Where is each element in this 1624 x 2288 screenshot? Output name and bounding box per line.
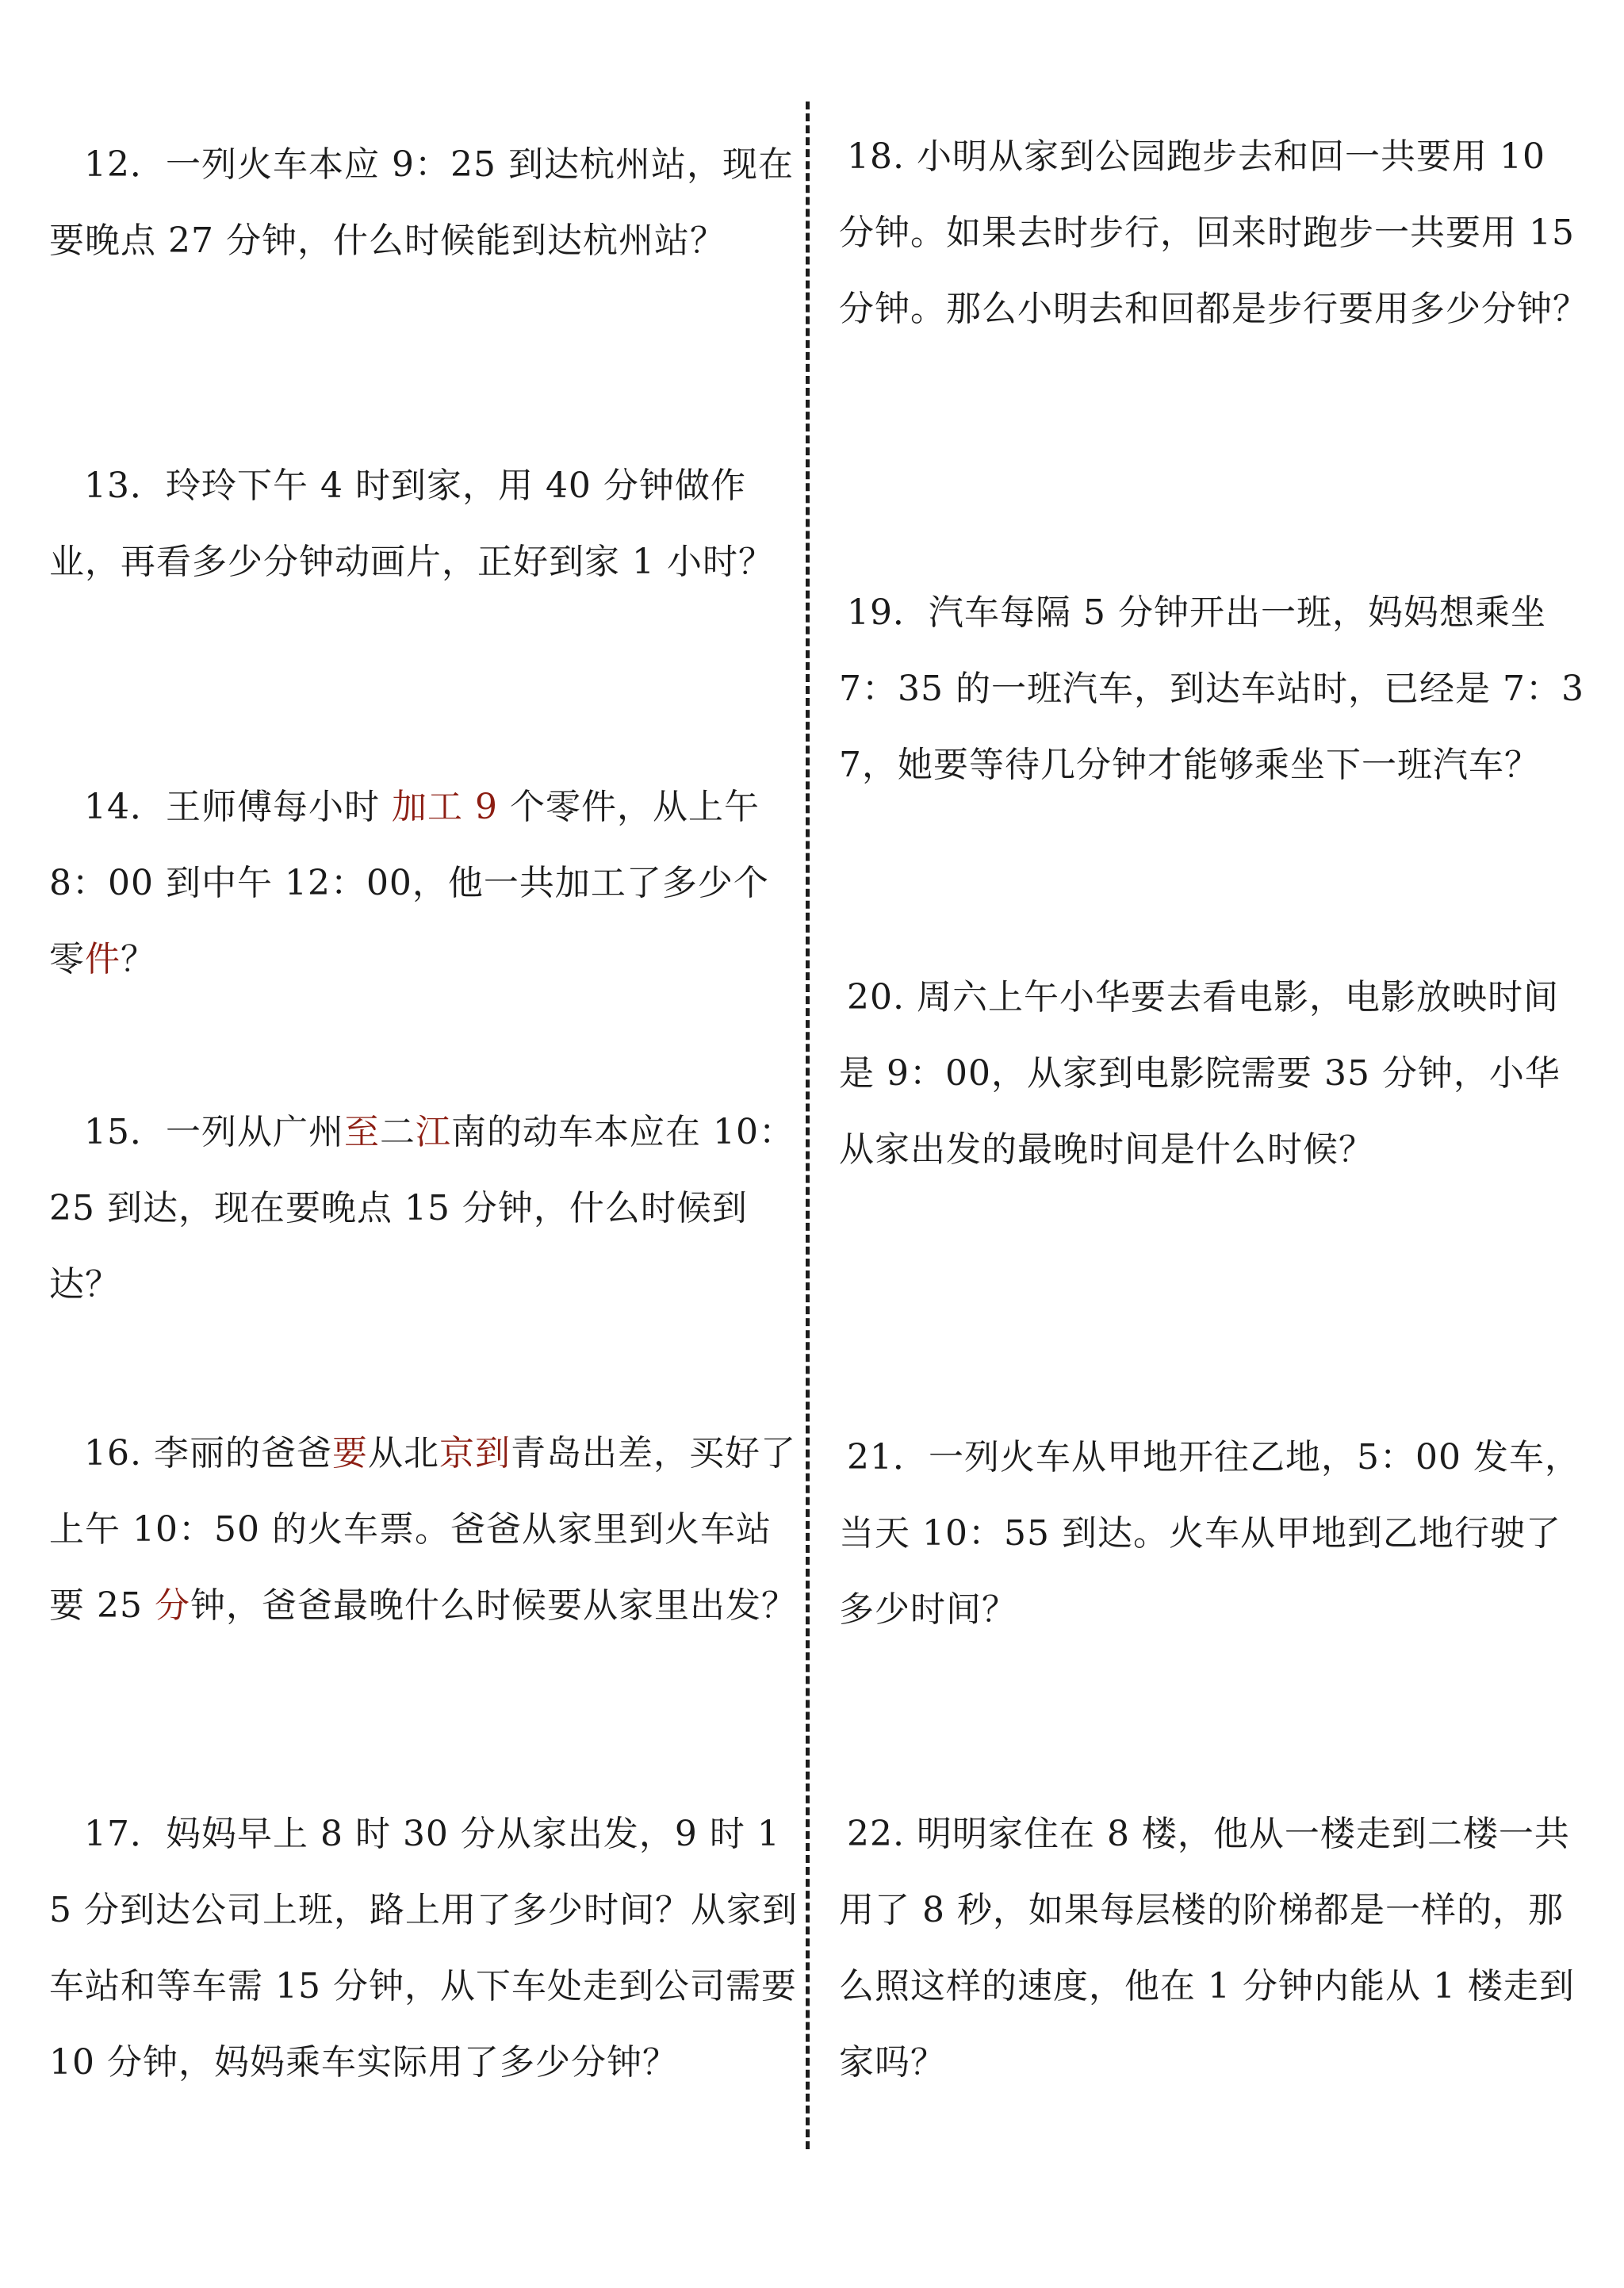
problem-text: 21．一列火车从甲地开往乙地，5：00 发车，当天 10：55 到达。火车从甲地到乙地行驶了多少时间？ [839,1437,1580,1630]
problem-text: ？ [121,939,156,979]
problem-text: 14．王师傅每小时 [84,787,392,827]
problem-18 [839,119,1592,347]
problem-16 [49,1416,801,1644]
red-annotation: 件 [85,939,121,979]
problem-13 [49,448,801,600]
problem-text: 12．一列火车本应 9：25 到达杭州站，现在要晚点 27 分钟，什么时候能到达杭州站？ [49,144,794,261]
problem-text: 19．汽车每隔 5 分钟开出一班，妈妈想乘坐 7：35 的一班汽车，到达车站时，已经是 7：37，她要等待几分钟才能够乘坐下一班汽车？ [839,592,1584,785]
problem-17 [49,1796,801,2101]
problem-12 [49,127,801,279]
problem-text: 青岛出差，买好了上午 10：50 的火车票。爸爸从家里到火车站要 25 [49,1433,796,1626]
problem-21 [839,1420,1592,1648]
problem-text: 从北 [367,1433,439,1474]
problem-text: 二 [380,1112,416,1152]
red-annotation: 京到 [439,1433,511,1474]
problem-text: 22. 明明家住在 8 楼，他从一楼走到二楼一共用了 8 秒，如果每层楼的阶梯都是一样的，那么照这样的速度，他在 1 分钟内能从 1 楼走到家吗？ [839,1814,1575,2083]
problem-14 [49,769,801,998]
problem-text: 南的动车本应在 10：25 到达，现在要晚点 15 分钟，什么时候到达？ [49,1112,795,1305]
problem-text: 钟，爸爸最晚什么时候要从家里出发？ [190,1585,797,1626]
problem-19 [839,575,1592,803]
column-divider-dashed-line [806,102,810,2149]
problem-20 [839,960,1592,1188]
red-annotation: 加工 9 [391,787,498,827]
problem-15 [49,1094,801,1323]
red-annotation: 分 [154,1585,190,1626]
problem-text: 16. 李丽的爸爸 [84,1433,332,1474]
problem-text: 个零件，从上午 8：00 到中午 12：00，他一共加工了多少个零 [49,787,769,979]
red-annotation: 至 [344,1112,380,1152]
problem-text: 15．一列从广州 [84,1112,344,1152]
red-annotation: 江 [416,1112,451,1152]
problem-text: 17．妈妈早上 8 时 30 分从家出发，9 时 15 分到达公司上班，路上用了多少时间？从家到车站和等车需 15 分钟，从下车处走到公司需要 10 分钟，妈妈乘车实际用了多少分钟？ [49,1814,798,2083]
red-annotation: 要 [331,1433,368,1474]
problem-text: 20. 周六上午小华要去看电影，电影放映时间是 9：00，从家到电影院需要 35 分钟，小华从家出发的最晚时间是什么时候？ [839,977,1561,1170]
problem-text: 13．玲玲下午 4 时到家，用 40 分钟做作业，再看多少分钟动画片，正好到家 1 小时？ [49,466,774,582]
problem-22 [839,1796,1592,2101]
problem-text: 18. 小明从家到公园跑步去和回一共要用 10 分钟。如果去时步行，回来时跑步一共要用 15 分钟。那么小明去和回都是步行要用多少分钟？ [839,136,1588,329]
